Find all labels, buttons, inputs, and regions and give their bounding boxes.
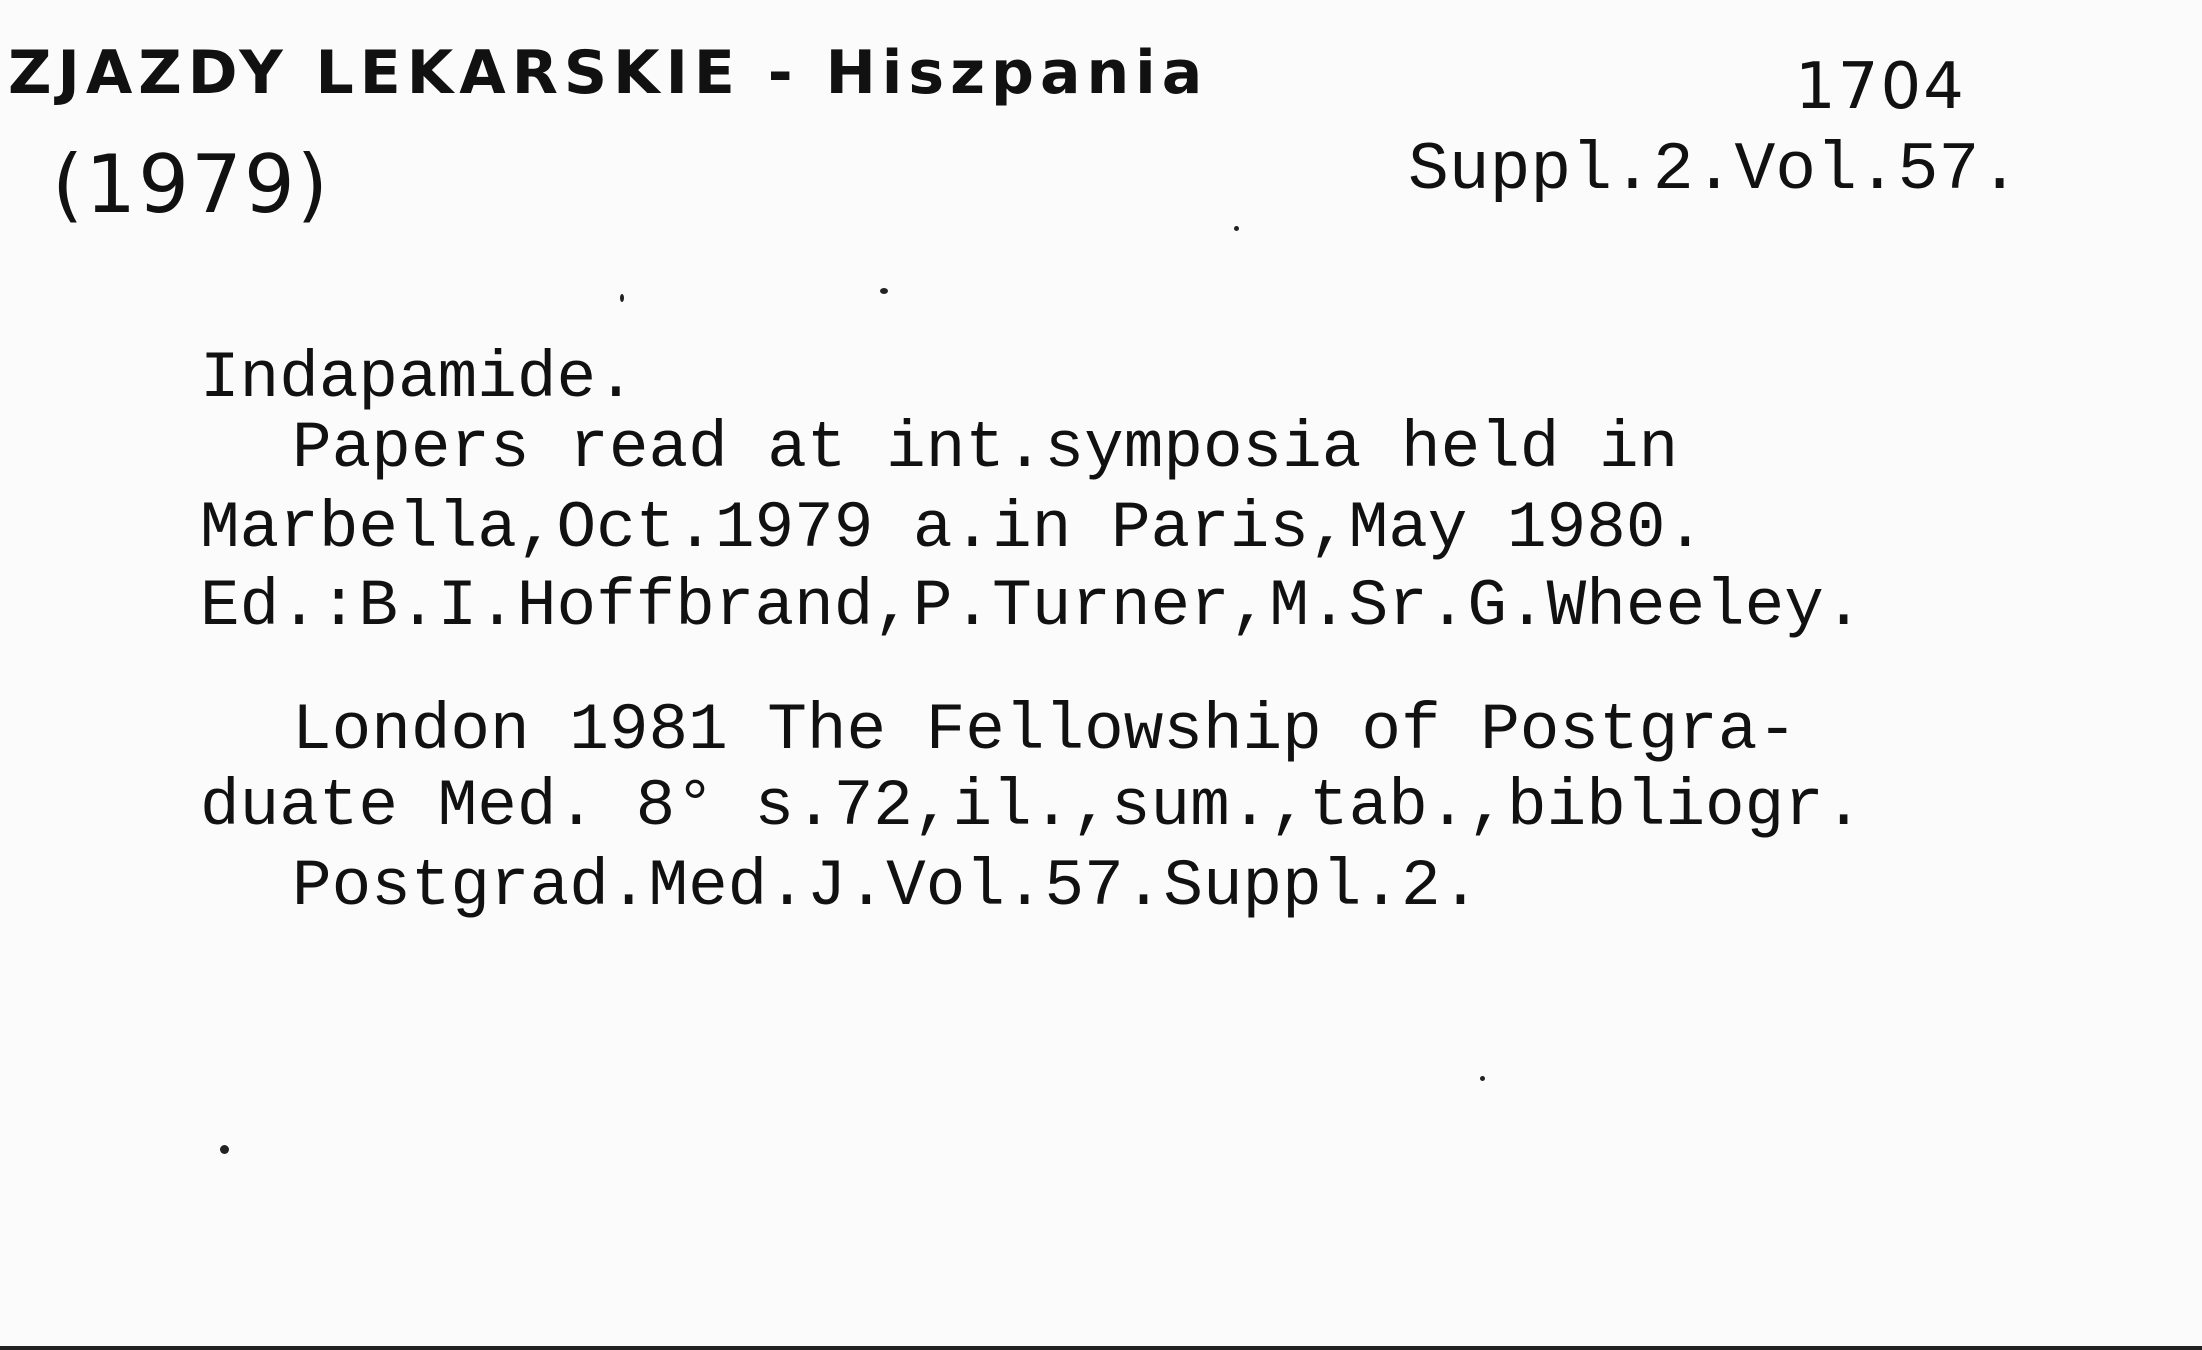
entry-title: Indapamide. bbox=[200, 341, 636, 416]
scan-speck bbox=[620, 294, 624, 302]
entry-line: Marbella,Oct.1979 a.in Paris,May 1980. bbox=[200, 491, 1706, 566]
series-reference: Suppl.2.Vol.57. bbox=[1408, 132, 2021, 209]
card-bottom-edge bbox=[0, 1346, 2202, 1350]
scan-speck bbox=[880, 288, 888, 294]
scan-speck bbox=[1234, 226, 1239, 231]
imprint-line: duate Med. 8° s.72,il.,sum.,tab.,bibliogr. bbox=[200, 769, 1864, 844]
year-note: (1979) bbox=[52, 138, 331, 231]
imprint-line: Postgrad.Med.J.Vol.57.Suppl.2. bbox=[292, 849, 1481, 924]
entry-line: Papers read at int.symposia held in bbox=[292, 411, 1679, 486]
imprint-line: London 1981 The Fellowship of Postgra- bbox=[292, 693, 1798, 768]
shelf-number: 1704 bbox=[1795, 50, 1966, 124]
scan-speck bbox=[220, 1145, 229, 1154]
entry-line: Ed.:B.I.Hoffbrand,P.Turner,M.Sr.G.Wheeley. bbox=[200, 569, 1864, 644]
subject-heading: ZJAZDY LEKARSKIE - Hiszpania bbox=[8, 38, 1209, 108]
scan-speck bbox=[1480, 1076, 1485, 1081]
